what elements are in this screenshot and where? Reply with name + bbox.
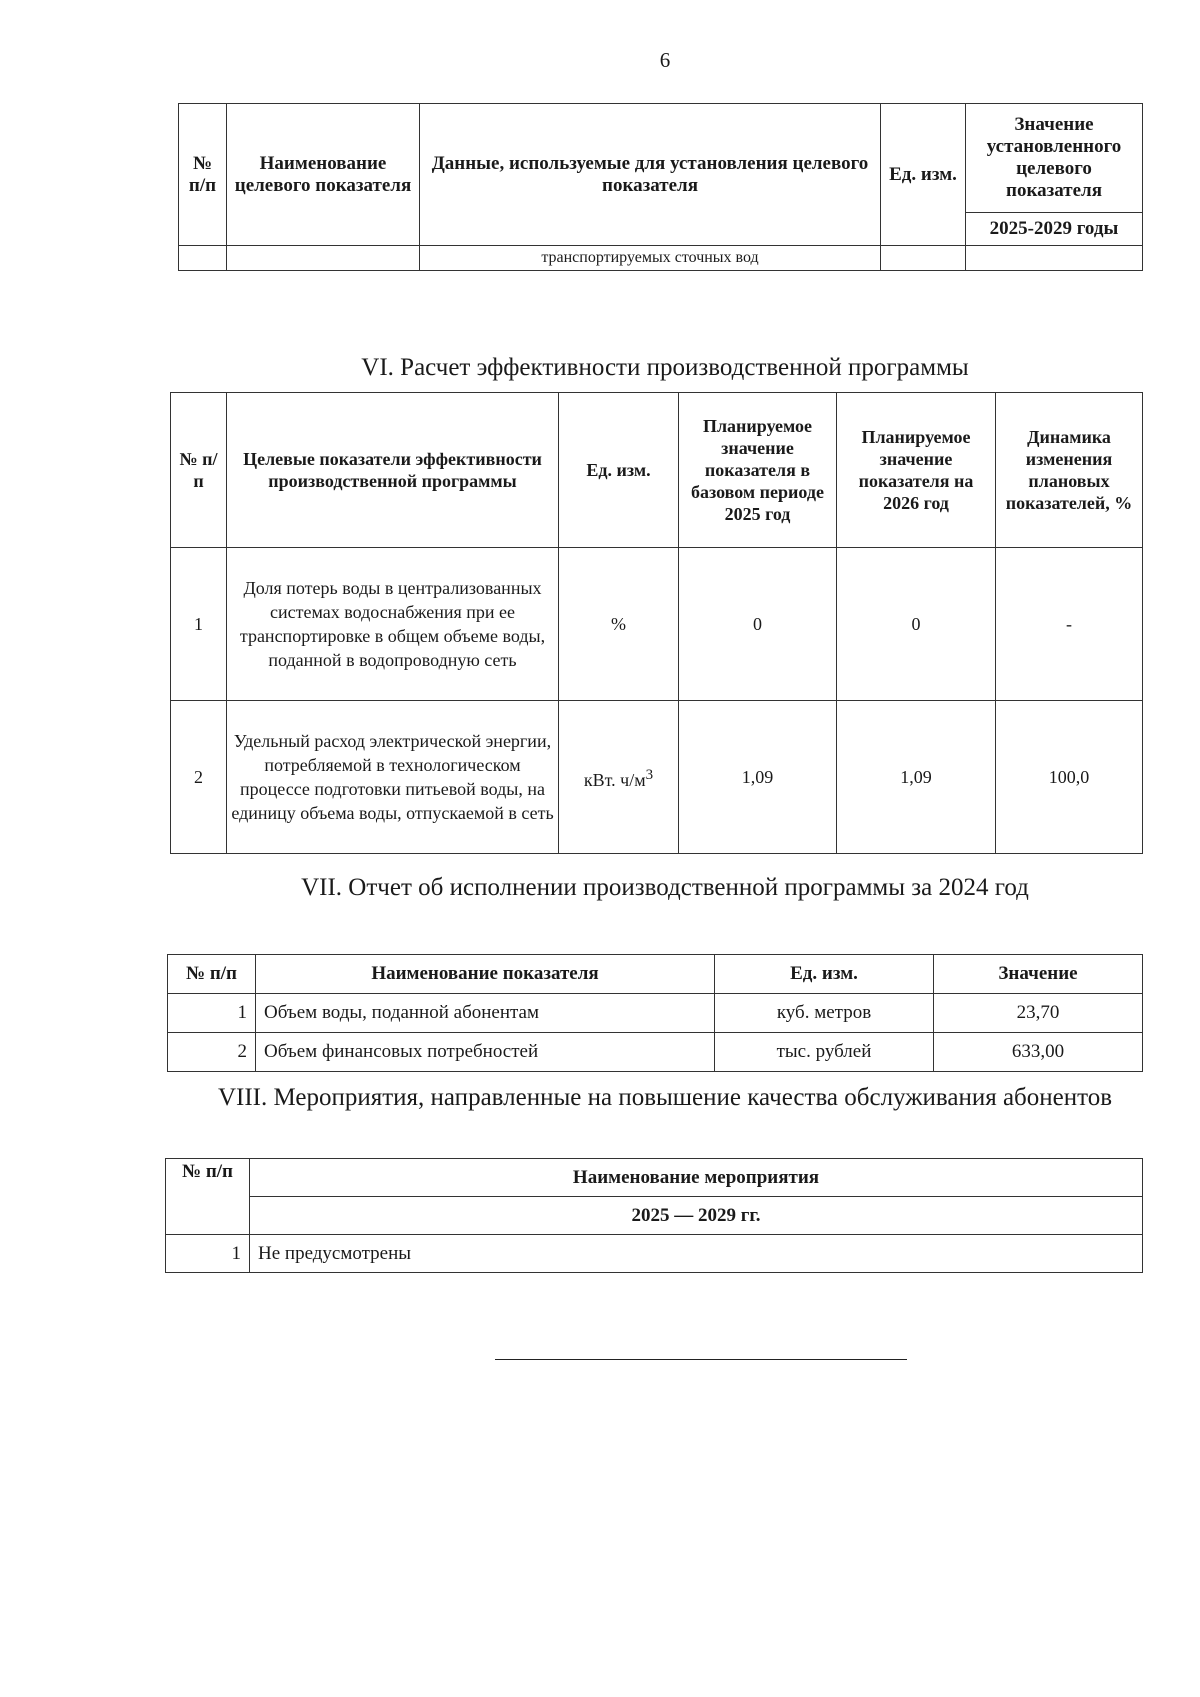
execution-report-table	[167, 954, 1143, 1072]
cell-num: 2	[168, 1033, 256, 1072]
header-value: Значение	[934, 955, 1143, 994]
target-indicators-table-continuation	[178, 103, 1143, 271]
unit-text: кВт. ч/м	[583, 769, 646, 790]
header-period: 2025-2029 годы	[966, 213, 1143, 246]
header-plan-value: Планируемое значение показателя на 2026 год	[837, 393, 996, 548]
header-num: № п/п	[166, 1159, 250, 1235]
table-row	[179, 246, 1143, 271]
header-base-value: Планируемое значение показателя в базовом периоде 2025 год	[679, 393, 837, 548]
cell-num	[179, 246, 227, 271]
cell-base-value: 1,09	[679, 701, 837, 854]
header-name: Наименование показателя	[256, 955, 715, 994]
cell-dynamics: 100,0	[996, 701, 1143, 854]
header-num: № п/п	[179, 104, 227, 246]
cell-name: Не предусмотрены	[250, 1235, 1143, 1273]
cell-name: Объем финансовых потребностей	[256, 1033, 715, 1072]
header-unit: Ед. изм.	[881, 104, 966, 246]
cell-base-value: 0	[679, 548, 837, 701]
page-number: 6	[659, 48, 671, 72]
cell-unit	[559, 701, 679, 854]
cell-num: 1	[166, 1235, 250, 1273]
header-unit: Ед. изм.	[559, 393, 679, 548]
header-value: Значение установленного целевого показателя	[966, 104, 1143, 213]
header-num: № п/п	[168, 955, 256, 994]
cell-name: Объем воды, поданной абонентам	[256, 994, 715, 1033]
cell-indicator: Удельный расход электрической энергии, потребляемой в технологическом процессе подготовки питьевой воды, на единицу объема воды, отпускаемой в сеть	[227, 701, 559, 854]
header-indicator: Целевые показатели эффективности производственной программы	[227, 393, 559, 548]
table-row	[166, 1235, 1143, 1273]
cell-plan-value: 1,09	[837, 701, 996, 854]
cell-num: 1	[171, 548, 227, 701]
end-of-document-rule	[495, 1359, 907, 1360]
header-unit: Ед. изм.	[715, 955, 934, 994]
table-row	[171, 548, 1143, 701]
cell-unit: тыс. рублей	[715, 1033, 934, 1072]
cell-indicator: Доля потерь воды в централизованных системах водоснабжения при ее транспортировке в общем объеме воды, поданной в водопроводную сеть	[227, 548, 559, 701]
service-quality-measures-table	[165, 1158, 1143, 1273]
cell-unit: %	[559, 548, 679, 701]
cell-unit	[881, 246, 966, 271]
header-data: Данные, используемые для установления целевого показателя	[420, 104, 881, 246]
cell-data: транспортируемых сточных вод	[420, 246, 881, 271]
cell-unit: куб. метров	[715, 994, 934, 1033]
header-indicator-name: Наименование целевого показателя	[227, 104, 420, 246]
table-row	[171, 701, 1143, 854]
header-name: Наименование мероприятия	[250, 1159, 1143, 1197]
cell-num: 2	[171, 701, 227, 854]
cell-dynamics: -	[996, 548, 1143, 701]
efficiency-table	[170, 392, 1143, 854]
table-row	[168, 994, 1143, 1033]
section-8-title: VIII. Мероприятия, направленные на повышение качества обслуживания абонентов	[217, 1084, 1113, 1111]
unit-superscript: 3	[645, 766, 654, 783]
cell-num: 1	[168, 994, 256, 1033]
cell-indicator-name	[227, 246, 420, 271]
cell-value: 633,00	[934, 1033, 1143, 1072]
cell-value	[966, 246, 1143, 271]
section-6-title: VI. Расчет эффективности производственной программы	[361, 354, 969, 381]
cell-plan-value: 0	[837, 548, 996, 701]
header-dynamics: Динамика изменения плановых показателей, %	[996, 393, 1143, 548]
header-num: № п/п	[171, 393, 227, 548]
section-7-title: VII. Отчет об исполнении производственной программы за 2024 год	[301, 874, 1029, 901]
table-row	[168, 1033, 1143, 1072]
header-period: 2025 — 2029 гг.	[250, 1197, 1143, 1235]
cell-value: 23,70	[934, 994, 1143, 1033]
